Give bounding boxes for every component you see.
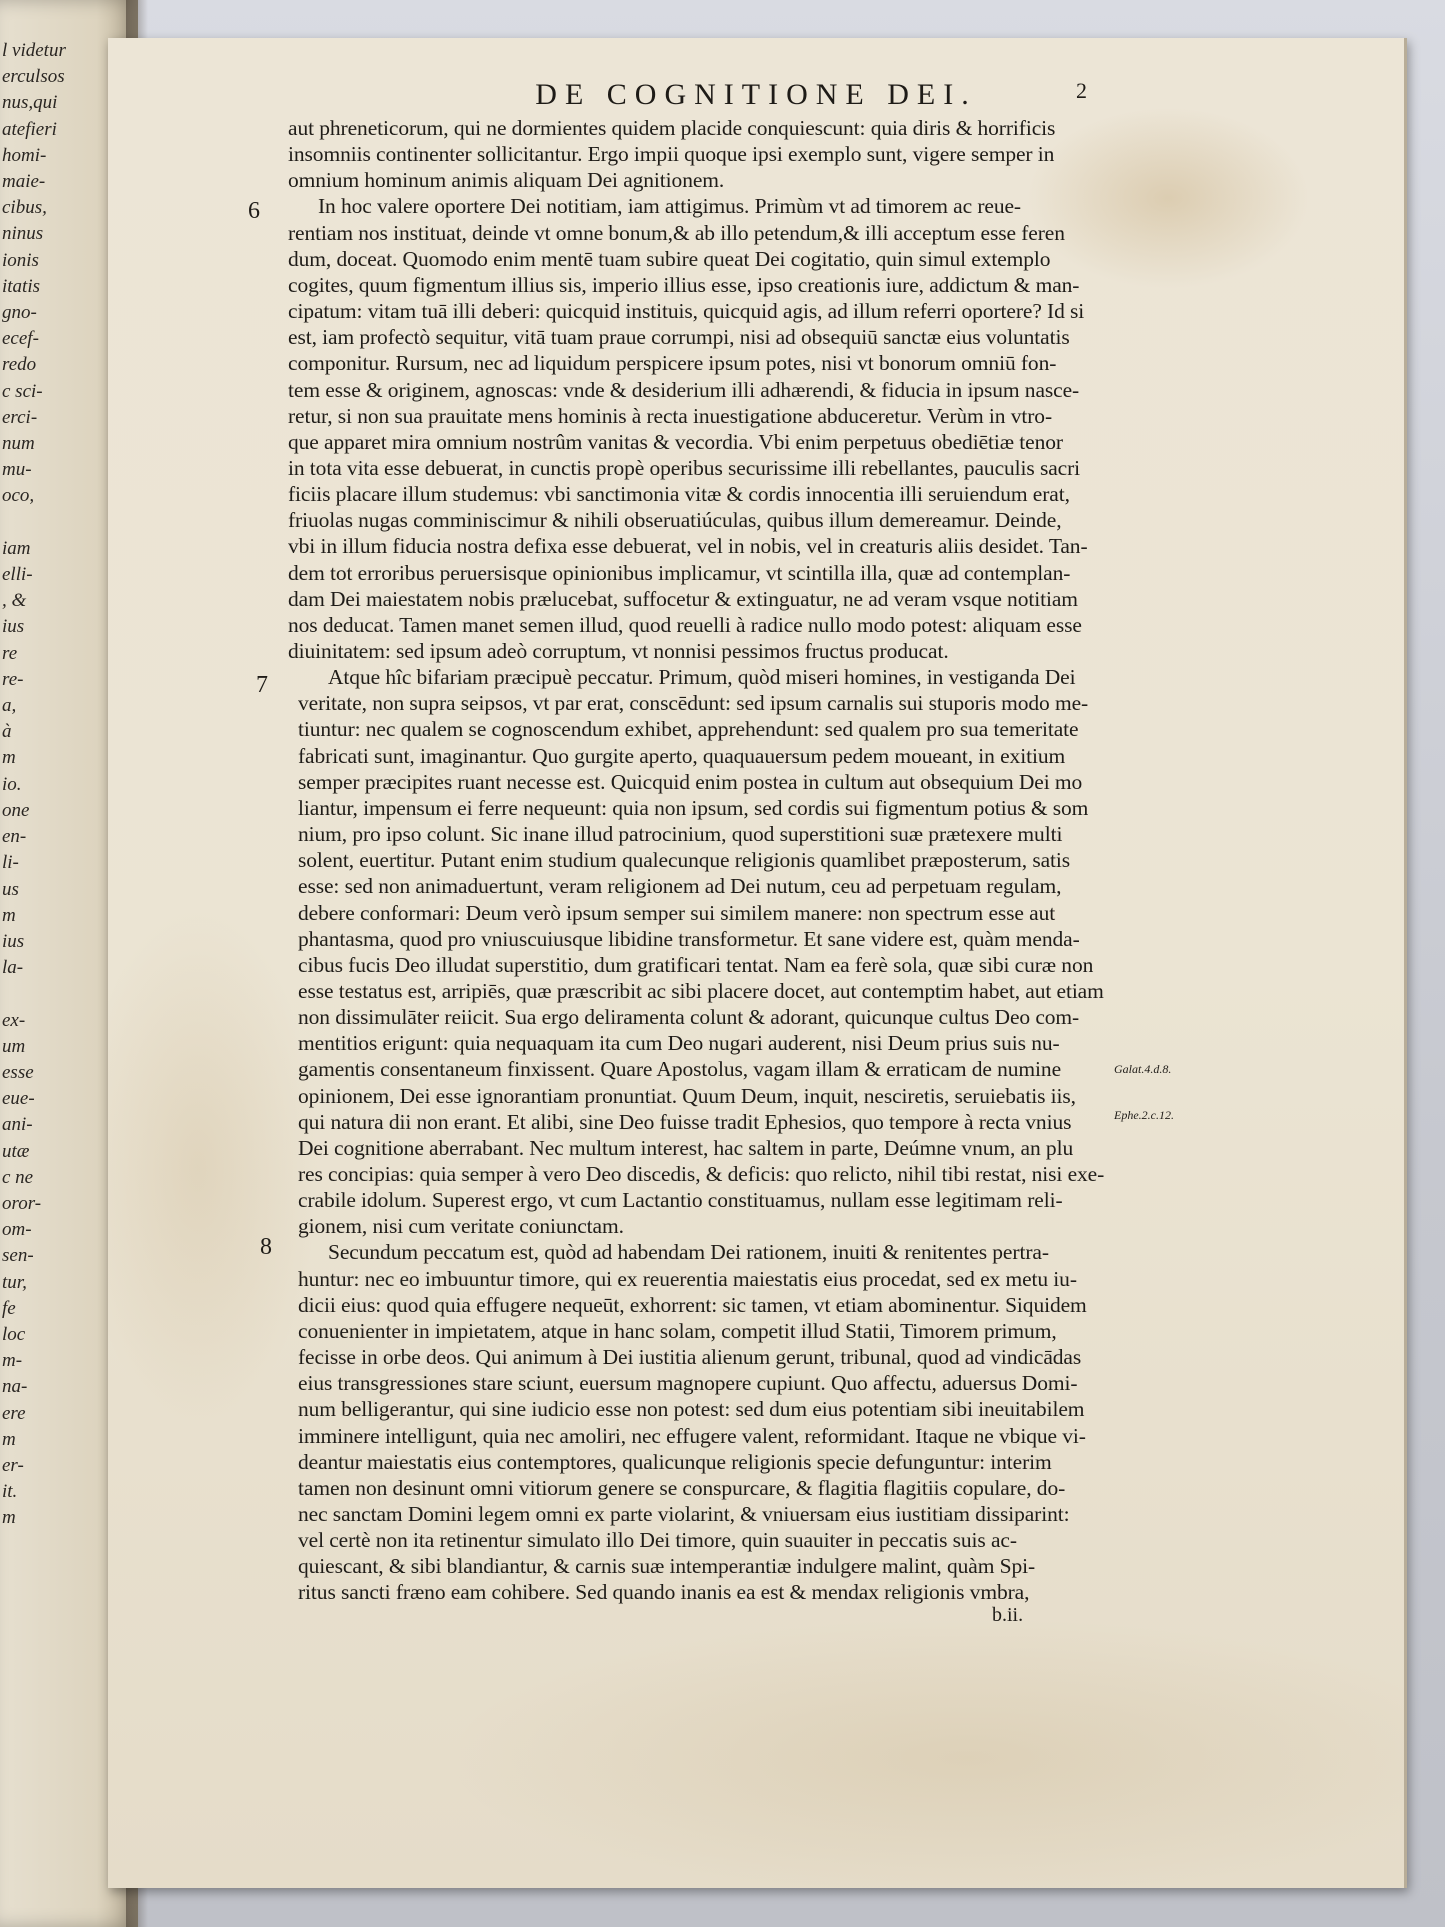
left-page-fragment: m bbox=[2, 1507, 16, 1529]
left-page-fragment: oco, bbox=[2, 485, 35, 507]
left-page-fragment: ani- bbox=[2, 1114, 33, 1136]
text-line: cibus fucis Deo illudat superstitio, dum gratificari tentat. Nam ea ferè sola, quæ sibi curæ non bbox=[298, 952, 1094, 977]
left-page-fragment: fe bbox=[2, 1297, 16, 1319]
left-page-fragment: gno- bbox=[2, 302, 37, 324]
left-page-fragment: it. bbox=[2, 1481, 18, 1503]
text-line: gionem, nisi cum veritate coniunctam. bbox=[298, 1214, 624, 1239]
text-line: dicii eius: quod quia effugere nequeūt, exhorrent: sic tamen, vt etiam abominentur. Siquidem bbox=[298, 1292, 1087, 1317]
left-page-fragment: c sci- bbox=[2, 380, 43, 402]
left-page-fragment: m bbox=[2, 1428, 16, 1450]
text-line: cipatum: vitam tuā illi deberi: quicquid instituis, quicquid agis, ad illum referri oportere? Id si bbox=[288, 299, 1085, 324]
left-page-fragment: ex- bbox=[2, 1009, 26, 1031]
text-line: crabile idolum. Superest ergo, vt cum Lactantio constituamus, nullam esse legitimam reli- bbox=[298, 1188, 1063, 1213]
text-line: diuinitatem: sed ipsum adeò corruptum, vt nonnisi pessimos fructus producat. bbox=[288, 639, 949, 663]
text-line: dum, doceat. Quomodo enim mentē tuam subire queat Dei cogitatio, quin simul extemplo bbox=[288, 246, 1051, 271]
text-line: fecisse in orbe deos. Qui animum à Dei iustitia alienum gerunt, tribunal, quod ad vindicādas bbox=[298, 1345, 1082, 1370]
text-line: dam Dei maiestatem nobis prælucebat, suffocetur & extinguatur, ne ad veram vsque notitiam bbox=[288, 586, 1078, 611]
text-line: Dei cognitione aberrabant. Nec multum interest, hac saltem in parte, Deúmne vnum, an plu bbox=[298, 1135, 1074, 1160]
text-line: cogites, quum figmentum illius sis, imperio illius esse, ipso creationis iure, addictum & man- bbox=[288, 272, 1080, 297]
left-page-fragment: nus,qui bbox=[2, 92, 58, 114]
text-line: huntur: nec eo imbuuntur timore, qui ex reuerentia maiestatis eius procedat, sed ex metu iu- bbox=[298, 1266, 1077, 1291]
text-line: phantasma, quod pro vniuscuiusque libidine transformetur. Et sane videre est, quàm menda- bbox=[298, 926, 1080, 951]
text-line: nos deducat. Tamen manet semen illud, quod reuelli à radice nullo modo potest: aliquam esse bbox=[288, 612, 1082, 637]
text-line: quiescant, & sibi blandiantur, & carnis suæ intemperantiæ indulgere malint, quàm Spi- bbox=[298, 1554, 1036, 1579]
left-page-fragment: homi- bbox=[2, 144, 47, 166]
left-page-fragment: redo bbox=[2, 354, 37, 376]
left-page-fragment: m bbox=[2, 747, 16, 769]
text-line: esse testatus est, arripiēs, quæ præscribit ac sibi placere docet, aut contemptim habet, aut etiam bbox=[298, 978, 1104, 1003]
text-line: est, iam profectò sequitur, vitā tuam praue corrumpi, nisi ad obsequiū sanctæ eius voluntatis bbox=[288, 325, 1070, 350]
left-page-fragment: io. bbox=[2, 773, 22, 795]
text-line: deantur maiestatis eius contemptores, qualicunque religionis specie defunguntur: interim bbox=[298, 1449, 1052, 1474]
left-page-fragment: m- bbox=[2, 1350, 23, 1372]
text-line: semper præcipites ruant necesse est. Quicquid enim postea in cultum aut obsequium Dei mo bbox=[298, 769, 1083, 794]
left-page-fragment: itatis bbox=[2, 275, 41, 297]
left-page-fragment: en- bbox=[2, 826, 27, 848]
text-line: ritus sancti fræno eam cohibere. Sed quando inanis ea est & mendax religionis vmbra, bbox=[298, 1580, 1030, 1605]
text-line: Secundum peccatum est, quòd ad habendam Dei rationem, inuiti & renitentes pertra- bbox=[328, 1240, 1049, 1265]
marginal-note-galatians: Galat.4.d.8. bbox=[1114, 1062, 1172, 1076]
left-page-fragment: erculsos bbox=[2, 66, 65, 88]
text-line: conuenienter in impietatem, atque in hanc solam, competit illud Statii, Timorem primum, bbox=[298, 1318, 1057, 1343]
text-line: nium, pro ipso colunt. Sic inane illud patrocinium, quod superstitioni suæ prætexere multi bbox=[298, 822, 1063, 847]
text-line: tem esse & originem, agnoscas: vnde & desiderium illi adhærendi, & fiducia in ipsum nasce- bbox=[288, 377, 1080, 402]
text-line: gamentis consentaneum finxissent. Quare Apostolus, vagam illam & erraticam de numine bbox=[298, 1057, 1062, 1082]
text-line: vbi in illum fiducia nostra defixa esse debuerat, vel in nobis, vel in creaturis aliis desidet. Tan- bbox=[288, 534, 1088, 559]
left-page-fragment: ninus bbox=[2, 223, 44, 245]
marginal-note-ephesians: Ephe.2.c.12. bbox=[1114, 1108, 1174, 1122]
text-line: mentitios erigunt: quia nequaquam ita cum Deo nugari auderent, nisi Deum prius suis nu- bbox=[298, 1031, 1060, 1056]
left-page-fragment: one bbox=[2, 799, 30, 821]
text-line: rentiam nos instituat, deinde vt omne bonum,& ab illo petendum,& illi acceptum esse feren bbox=[288, 220, 1065, 245]
left-page-fragment: c ne bbox=[2, 1166, 34, 1188]
left-page-text-fragments bbox=[2, 38, 66, 1532]
text-line: num belligerantur, qui sine iudicio esse non potest: sed dum eius potentiam sibi ineuitabilem bbox=[298, 1397, 1085, 1422]
left-page-fragment: ionis bbox=[2, 249, 39, 271]
left-page-fragment: oror- bbox=[2, 1192, 42, 1214]
text-line: fabricati sunt, imaginantur. Quo gurgite aperto, quaquauersum pedem moueant, in exitium bbox=[298, 743, 1066, 768]
text-line: qui natura dii non erant. Et alibi, sine Deo fuisse tradit Ephesios, quo tempore à recta vnius bbox=[298, 1109, 1072, 1134]
text-line: veritate, non supra seipsos, vt par erat, conscēdunt: sed ipsum carnalis sui stuporis modo me- bbox=[298, 691, 1089, 716]
text-line: aut phreneticorum, qui ne dormientes quidem placide conquiescunt: quia diris & horrificis bbox=[288, 116, 1056, 140]
left-page-fragment: a, bbox=[2, 695, 17, 717]
left-page-fragment: er- bbox=[2, 1454, 24, 1476]
left-page-fragment: atefieri bbox=[2, 118, 57, 140]
text-line: liantur, impensum ei ferre nequeunt: quia non ipsum, sed cordis sui figmentum potius & som bbox=[298, 795, 1089, 820]
folio-number: 2 bbox=[1076, 78, 1087, 103]
text-line: friuolas nugas comminiscimur & nihili obseruatiúculas, quibus illum demereamur. Deinde, bbox=[288, 508, 1062, 533]
text-line: Atque hîc bifariam præcipuè peccatur. Primum, quòd miseri homines, in vestiganda Dei bbox=[328, 665, 1076, 690]
left-page-fragment: tur, bbox=[2, 1271, 27, 1293]
left-page-fragment: loc bbox=[2, 1323, 26, 1345]
left-page-fragment: maie- bbox=[2, 171, 46, 193]
text-line: retur, si non sua prauitate mens hominis à recta inuestigatione abduceretur. Verùm in vtro- bbox=[288, 403, 1053, 428]
book-page bbox=[108, 38, 1407, 1888]
text-line: tiuntur: nec qualem se cognoscendum exhibet, apprehendunt: sed qualem pro sua temeritate bbox=[298, 717, 1079, 742]
left-page-fragment: om- bbox=[2, 1219, 32, 1241]
left-page-fragment: erci- bbox=[2, 406, 38, 428]
text-line: In hoc valere oportere Dei notitiam, iam attigimus. Primùm vt ad timorem ac reue- bbox=[318, 194, 1021, 219]
text-line: ficiis placare illum studemus: vbi sanctimonia vitæ & cordis innocentia illi seruiendum erat, bbox=[288, 482, 1070, 507]
left-page-fragment: à bbox=[2, 721, 12, 743]
text-line: esse: sed non animaduertunt, veram religionem ad Dei nutum, ceu ad perpetuam regulam, bbox=[298, 874, 1062, 899]
left-page-fragment: m bbox=[2, 904, 16, 926]
signature-mark: b.ii. bbox=[992, 1604, 1024, 1626]
text-line: dem tot erroribus peruersisque opinionibus implicamur, vt scintilla illa, quæ ad contemplan- bbox=[288, 560, 1071, 585]
left-page-fragment: ere bbox=[2, 1402, 26, 1424]
left-page-fragment: sen- bbox=[2, 1245, 34, 1267]
left-page-fragment: iam bbox=[2, 537, 31, 559]
left-page-fragment: us bbox=[2, 878, 19, 900]
left-page-fragment: elli- bbox=[2, 564, 33, 586]
text-line: imminere intelligunt, quia nec amoliri, nec effugere valent, reformidant. Itaque ne vbique vi- bbox=[298, 1423, 1086, 1448]
section-number-8: 8 bbox=[260, 1234, 272, 1260]
left-page-fragment: l videtur bbox=[2, 40, 66, 61]
left-page-fragment: ius bbox=[2, 616, 25, 638]
text-line: que apparet mira omnium nostrûm vanitas & vecordia. Vbi enim perpetuus obediētiæ tenor bbox=[288, 429, 1063, 454]
left-page-fragment: na- bbox=[2, 1376, 28, 1398]
left-page-fragment: li- bbox=[2, 852, 19, 874]
text-line: insomniis continenter sollicitantur. Ergo impii quoque ipsi exemplo sunt, vigere semper in bbox=[288, 142, 1055, 167]
left-page-fragment bbox=[2, 510, 66, 536]
left-page-fragment bbox=[2, 981, 66, 1007]
left-page-fragment: esse bbox=[2, 1061, 34, 1083]
left-page-fragment: ecef- bbox=[2, 328, 39, 350]
text-line: eius transgressiones stare sciunt, euersum magnopere cupiunt. Quo affectu, aduersus Domi- bbox=[298, 1371, 1078, 1396]
left-page-fragment: re bbox=[2, 642, 18, 664]
text-line: componitur. Rursum, nec ad liquidum perspicere ipsum potes, nisi vt bonorum omniū fon- bbox=[288, 351, 1057, 376]
text-line: solent, euertitur. Putant enim studium qualecunque religionis quamlibet præposterum, satis bbox=[298, 848, 1071, 873]
text-line: non dissimulāter reiicit. Sua ergo deliramenta colunt & adorant, quicunque cultus Deo com- bbox=[298, 1005, 1080, 1030]
left-page-fragment: , & bbox=[2, 590, 27, 612]
left-page-fragment: utæ bbox=[2, 1140, 30, 1162]
left-page-fragment: re- bbox=[2, 668, 24, 690]
section-number-6: 6 bbox=[248, 198, 260, 224]
left-page-fragment: cibus, bbox=[2, 197, 47, 219]
text-line: omnium hominum animis aliquam Dei agnitionem. bbox=[288, 168, 725, 193]
left-page-fragment: la- bbox=[2, 957, 24, 979]
text-line: tamen non desinunt omni vitiorum genere se conspurcare, & flagitia flagitiis copulare, do- bbox=[298, 1475, 1066, 1500]
section-number-7: 7 bbox=[256, 672, 268, 698]
left-page-fragment: um bbox=[2, 1035, 26, 1057]
left-page-fragment: eue- bbox=[2, 1088, 35, 1110]
text-line: in tota vita esse debuerat, in cunctis propè operibus securissime illi rebellantes, pauculis sacri bbox=[288, 455, 1081, 480]
left-page-fragment: ius bbox=[2, 930, 25, 952]
left-page-fragment: mu- bbox=[2, 459, 32, 481]
text-line: debere conformari: Deum verò ipsum semper sui similem manere: non spectrum esse aut bbox=[298, 900, 1056, 925]
text-line: opinionem, Dei esse ignorantiam pronuntiat. Quum Deum, inquit, nesciretis, seruiebatis iis, bbox=[298, 1083, 1076, 1108]
text-line: vel certè non ita retinentur simulato illo Dei timore, quin suauiter in peccatis suis ac- bbox=[298, 1528, 1017, 1553]
left-page-fragment: num bbox=[2, 433, 35, 455]
text-line: res concipias: quia semper à vero Deo discedis, & deficis: quo relicto, nihil tibi restat, nisi exe- bbox=[298, 1162, 1105, 1186]
text-line: nec sanctam Domini legem omni ex parte violarint, & vniuersam eius iustitiam dissiparint: bbox=[298, 1501, 1070, 1526]
running-head: DE COGNITIONE DEI. bbox=[535, 78, 977, 111]
